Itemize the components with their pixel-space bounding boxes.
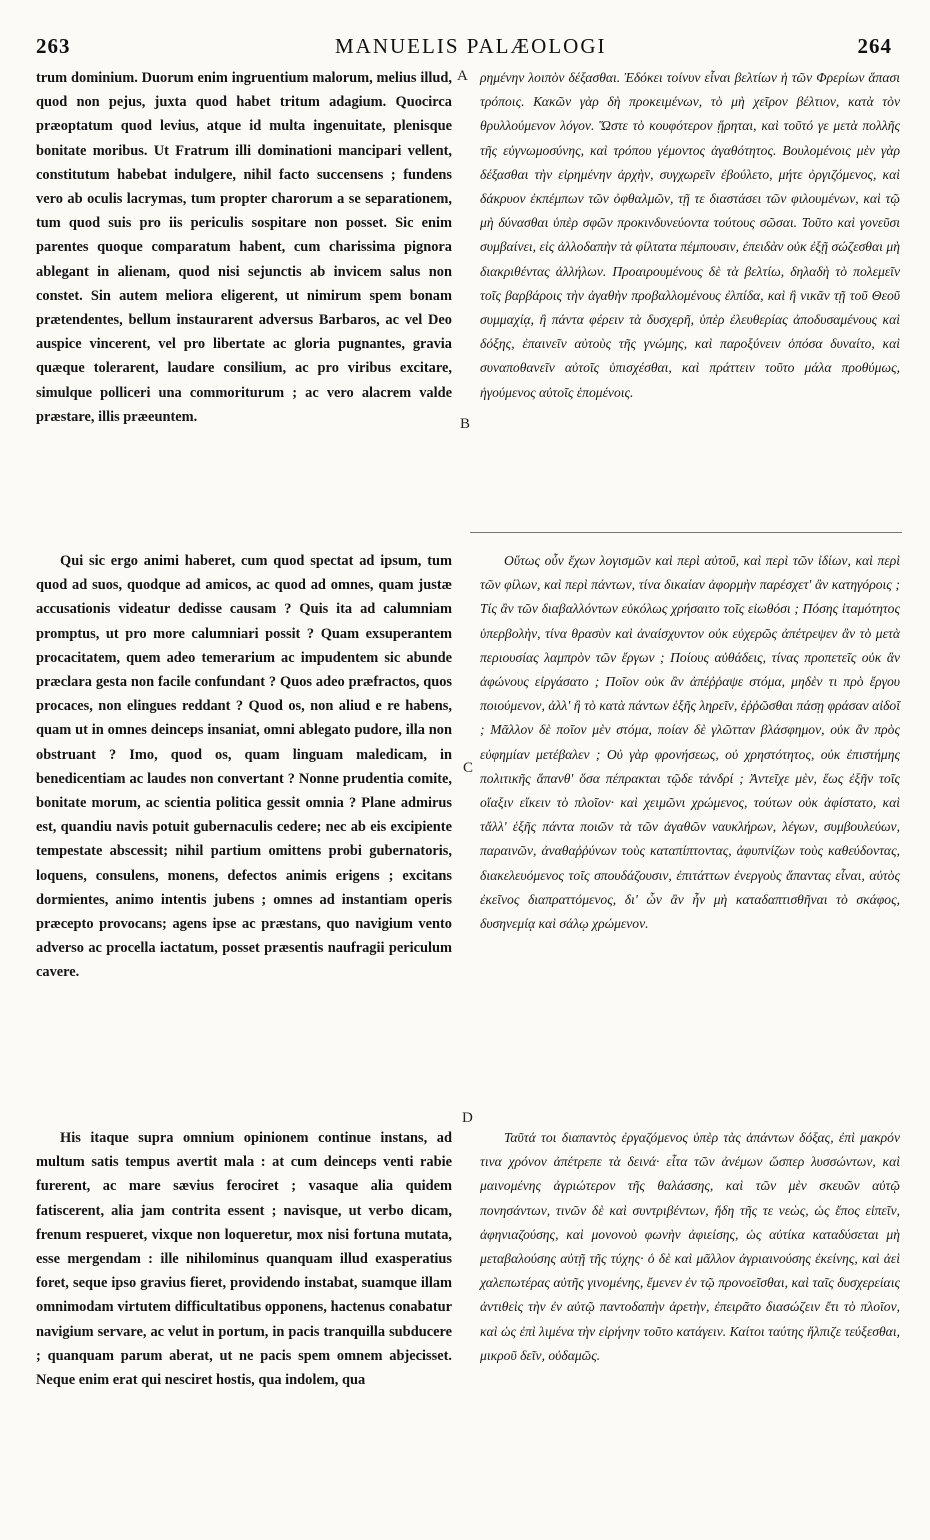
greek-column-divider	[470, 532, 902, 533]
running-header	[0, 34, 930, 64]
greek-paragraph-3: Ταῦτά τοι διαπαντὸς ἐργαζόμενος ὑπὲρ τὰς ἁπάντων δόξας, ἐπὶ μακρόν τινα χρόνον ἀπέτρεπε τὰ δεινά· εἶτα τῶν ἀνέμων ὥσπερ λυσσώντων, καὶ μαινομένης ἀγριώτερον τῆς θαλάσσης, καὶ τῶν μὲν σκευῶν αὐτῷ πονησάντων, τινῶν δὲ καὶ συντριβέντων, ἤδη τῆς τε νεὼς, ὡς ἔπος εἰπεῖν, ἀφηνιαζούσης, καὶ μονονοὺ φωνὴν ἀφιείσης, ὡς αὐτίκα καταδύσεται μὴ μεταβαλούσης αὐτῇ τῆς τύχης· ὁ δὲ καὶ μᾶλλον ἀγριαινούσης ἐκείνης, καὶ ἀεὶ χαλεπωτέρας αὐτῆς γινομένης, ἔμενεν ἐν τῷ προνοεῖσθαι, καὶ ταῖς δυσχερείαις ἀντιθεὶς τὴν ἐν αὐτῷ παντοδαπὴν ἀρετὴν, ἐπειρᾶτο διασώζειν ἔτι τὸ πλοῖον, καὶ ὡς ἐπὶ λιμένα τὴν εἰρήνην τοῦτο κατάγειν. Καίτοι ταύτης ἤλπιζε τεύξεσθαι, μικροῦ δεῖν, οὐδαμῶς.	[480, 1130, 900, 1363]
page-number-right: 264	[857, 34, 892, 58]
section-marker-b: B	[460, 416, 471, 432]
latin-paragraph-2: Qui sic ergo animi haberet, cum quod spectat ad ipsum, tum quod ad suos, quodque ad amicos, ac quod ad omnes, quam justæ accusationis videatur dedisse causam ? Quis ita ad calumniam promptus, ut pro more calumniari possit ? Quam exsuperantem procacitatem, quem adeo temerarium ac impudentem sic abunde præclara gesta non facile confundant ? Quos adeo præfractos, quos procaces, non elingues reddant ? Quod os, non aliud e re habens, quam ut in omnes deinceps insaniat, omni ablegato pudore, illa non obstruant ? Imo, quod os, quam linguam maledicam, in benedicentiam ac laudes non convertant ? Nonne prudentia comite, bonitate morum, ac scientia politica gessit omnia ? Plane admirus est, quandiu navis potuit gubernaculis cedere; nec ab eis excipiente tempestate abscessit; nihil partium omittens probi gubernatoris, loquens, consulens, monens, defectos animis erigens ; excitans dormientes, animo intentis jubens ; omnes ad instantiam operis præcepto provocans; agens ipse ac præstans, quo navigium vento adverso ac procella iactatum, posset præsentis naufragii periculum cavere.	[36, 553, 452, 981]
running-title: MANUELIS PALÆOLOGI	[335, 34, 607, 58]
section-marker-c: C	[463, 760, 474, 776]
section-marker-a: A	[457, 68, 468, 84]
greek-paragraph-2: Οὕτως οὖν ἔχων λογισμῶν καὶ περὶ αὐτοῦ, καὶ περὶ τῶν ἰδίων, καὶ περὶ τῶν φίλων, καὶ περὶ πάντων, τίνα δικαίαν ἀφορμὴν παρέσχετ' ἂν κατηγόροις ; Τίς ἂν τῶν διαβαλλόντων εὐκόλως χρήσαιτο τοῖς εἰωθόσι ; Πόσης ἰταμότητος ὑπερβολὴν, τίνα θρασὺν καὶ ἀναίσχυντον οὐκ εὐχερῶς ἀπέτρεψεν ἂν τὸ μετὰ περιουσίας λαμπρὸν τῶν ἔργων ; Ποίους αὐθάδεις, τίνας προπετεῖς οὐκ ἂν ἀφώνους εἰργάσατο ; Ποῖον οὐκ ἂν ἀπέῤῥαψε στόμα, μηδὲν τι πρὸ ἔργου ποιούμενον, ἀλλ' ἢ τὸ κατὰ πάντων ἑξῆς ληρεῖν, ἐῤῥῶσθαι πάσῃ φράσαν αἰδοῖ ; Μᾶλλον δὲ ποῖον μὲν στόμα, ποίαν δὲ γλῶτταν βλάσφημον, οὐκ ἂν πρὸς εὐφημίαν μετέβαλεν ; Οὐ γὰρ φρονήσεως, οὐ χρηστότητος, οὐκ ἐπιστήμης πολιτικῆς ἅπανθ' ὅσα πέπρακται τῷδε τἀνδρί ; Ἀντεῖχε μὲν, ἕως ἐξῆν τοῖς οἴαξιν εἴκειν τὸ πλοῖον· καὶ χειμῶνι χρώμενος, τούτων οὐκ ἀφίστατο, καὶ τἄλλ' ἑξῆς πάντα ποιῶν τὰ τῶν ἀγαθῶν ναυκλήρων, λέγων, συμβουλεύων, παραινῶν, ἀναθαῤῥύνων τοὺς καταπίπτοντας, ἀφυπνίζων τοὺς καθεύδοντας, διακελευόμενος τοῖς σπουδάζουσιν, ἐπιτάττων ἐνεργοὺς ἅπαντας εἶναι, αὐτὸς ἐκεῖνος διαπραττόμενος, δι' ὧν ἂν ἦν μὴ καταδαπτισθῆναι τὸ σκάφος, δυσηνεμίᾳ καὶ σάλῳ χρώμενον.	[480, 553, 900, 932]
latin-paragraph-3: His itaque supra omnium opinionem continue instans, ad multum satis tempus avertit mala : at cum deinceps venti rabie furerent, ac mare sævius ferociret ; vasaque alia quidem fatiscerent, alia jam contrita essent ; navisque, ut verbo dicam, frenum respueret, vixque non loqueretur, mox nisi fortuna mutata, esse mergendam : ille nihilominus quanquam illud exasperatius foret, seque ipso gravius fieret, providendo instabat, suamque illam omnimodam virtutem difficultatibus opponens, hactenus conabatur navigium servare, ac velut in portum, in pacis tranquilla subducere ; quanquam parum aberat, ut ne pacis spem omnem abjecisset. Neque enim erat qui nesciret hostis, qua indolem, qua	[36, 1130, 452, 1389]
section-marker-d: D	[462, 1110, 473, 1126]
page-number-left: 263	[36, 34, 71, 58]
latin-paragraph-1: trum dominium. Duorum enim ingruentium malorum, melius illud, quod non pejus, juxta quod habet tritum adagium. Quocirca præoptatum quod levius, atque id multa ingenuitate, plenisque bonitate moribus. Ut Fratrum illi dominationi mancipari vellent, constitutum habebat indulgere, nihil facto succensens ; fundens vero ab oculis lacrymas, tum propter charorum a se separationem, tum quod suis pro iis periculis sospitare non posset. Sic enim parentes quoque comparatum habent, cum charissima pignora ablegant in alienam, quod nisi sejunctis ab invicem salus non constet. Sin autem meliora eligerent, ut nimirum spem bonam prætendentes, bellum instaurarent adversus Barbaros, ac vel Deo auspice vincerent, vel pro libertate ac gloria pugnantes, gravia quæque tolerarent, laudare consilium, ac pro viribus excitare, simulque polliceri una commoriturum ; ac vero alacrem valde præstare, illis præeuntem.	[36, 70, 452, 425]
greek-paragraph-1: ρημένην λοιπὸν δέξασθαι. Ἐδόκει τοίνυν εἶναι βελτίων ἡ τῶν Φρερίων ἅπασι τρόποις. Κακῶν γὰρ δὴ προκειμένων, τὸ μὴ χεῖρον βέλτιον, κατὰ τὸν θρυλλούμενον λόγον. Ὥστε τὸ κουφότερον ᾕρηται, καὶ τοῦτό γε μετὰ πολλῆς τῆς εὐγνωμοσύνης, καὶ τρόπου γέμοντος ἀγαθότητος. Βουλομένοις μὲν γὰρ δέξασθαι τὴν εἰρημένην ἀρχὴν, συγχωρεῖν ἐβούλετο, μήτε ὀργιζόμενος, καὶ δάκρυον ἐκπέμπων τῶν ὀφθαλμῶν, τῇ τε διαστάσει τῶν φιλουμένων, καὶ τῷ μὴ δύνασθαι ὑπὲρ σφῶν προκινδυνεύοντα τούτους σῶσαι. Τοῦτο καὶ γονεῦσι συμβαίνει, εἰς ἀλλοδαπὴν τὰ φίλτατα πέμπουσιν, ἐπειδὰν οὐκ ἐξῇ σώζεσθαι μὴ διακριθέντας ἀλλήλων. Προαιρουμένους δὲ τὰ βελτίω, δηλαδὴ τὸ πολεμεῖν τοῖς βαρβάροις τὴν ἀγαθὴν προβαλλομένους ἐλπίδα, καὶ ἢ νικᾶν τῇ τοῦ Θεοῦ συμμαχίᾳ, ἢ πάντα φέρειν τὰ δυσχερῆ, ὑπὲρ ἐλευθερίας ἀποδυσαμένους καὶ δόξης, ἐπαινεῖν αὐτοὺς τῆς γνώμης, καὶ παροξύνειν ὁπόσα δυναίτο, καὶ συναποθανεῖν αὐτοῖς ὑπισχέσθαι, καὶ πράττειν τοῦτο μάλα προθύμως, ἡγούμενος αὐτοῖς ἑπομένοις.	[480, 70, 900, 400]
